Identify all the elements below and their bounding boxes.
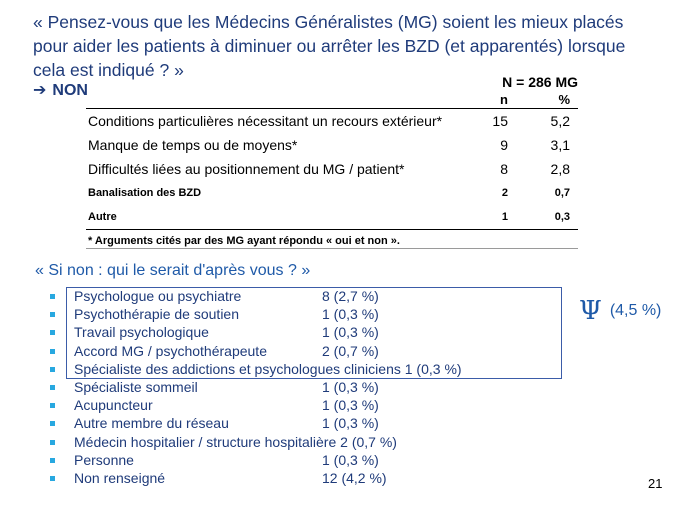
question-text: « Pensez-vous que les Médecins Généralistes (MG) soient les mieux placés pour aider les patients à diminuer ou arrêter les BZD (et apparentés) lorsque cela est indiqué ? » xyxy=(33,12,626,80)
list-item-label: Psychologue ou psychiatre xyxy=(74,288,242,304)
list-item-value: 1 (0,3 %) xyxy=(322,415,379,432)
pct-cell: 2,8 xyxy=(550,161,570,177)
pct-cell: 5,2 xyxy=(550,113,570,129)
answer-text: NON xyxy=(52,82,88,99)
square-bullet-icon xyxy=(50,440,55,445)
list-item xyxy=(50,451,462,469)
list-item xyxy=(50,469,462,487)
square-bullet-icon xyxy=(50,476,55,481)
square-bullet-icon xyxy=(50,330,55,335)
psi-summary xyxy=(579,296,661,326)
pct-cell: 3,1 xyxy=(550,137,570,153)
list-item-value: 1 (0,3 %) xyxy=(322,324,379,341)
square-bullet-icon xyxy=(50,403,55,408)
list-item-value: 1 (0,3 %) xyxy=(322,306,379,323)
subquestion-text: « Si non : qui le serait d'après vous ? » xyxy=(35,262,311,279)
table-row xyxy=(86,109,578,134)
square-bullet-icon xyxy=(50,349,55,354)
pct-cell: 0,7 xyxy=(554,187,570,199)
list-item-value: 12 (4,2 %) xyxy=(322,469,387,486)
page-number: 21 xyxy=(648,476,663,491)
reason-cell: Banalisation des BZD xyxy=(88,187,202,199)
arrow-right-icon: ➔ xyxy=(33,82,47,99)
table-row xyxy=(86,157,578,181)
square-bullet-icon xyxy=(50,458,55,463)
n-cell: 2 xyxy=(501,187,508,199)
n-cell: 15 xyxy=(492,113,508,129)
pct-cell: 0,3 xyxy=(530,205,578,230)
square-bullet-icon xyxy=(50,421,55,426)
list-item-label: Accord MG / psychothérapeute xyxy=(74,342,267,359)
list-item-value: 1 (0,3 %) xyxy=(322,397,379,414)
psi-percentage: (4,5 %) xyxy=(609,302,662,319)
reason-cell: Manque de temps ou de moyens* xyxy=(88,137,298,153)
column-pct-header: % xyxy=(530,90,578,109)
list-item-value: 1 (0,3 %) xyxy=(322,378,379,395)
list-item-value: 2 (0,7 %) xyxy=(322,342,379,359)
list-item-label: Travail psychologique xyxy=(74,324,209,341)
n-cell: 8 xyxy=(500,161,508,177)
table-row xyxy=(86,133,578,157)
list-item-value: 2 (0,7 %) xyxy=(340,433,397,450)
n-cell: 9 xyxy=(500,137,508,153)
reason-cell: Conditions particulières nécessitant un recours extérieur* xyxy=(88,113,443,129)
psi-symbol-icon: Ψ xyxy=(579,296,602,326)
sample-size: N = 286 MG xyxy=(502,74,578,90)
list-item-value: 8 (2,7 %) xyxy=(322,288,379,304)
n-cell: 1 xyxy=(468,205,530,230)
list-item-label: Autre membre du réseau xyxy=(74,415,229,432)
list-item-label: Spécialiste sommeil xyxy=(74,378,198,395)
list-item-label: Médecin hospitalier / structure hospitalière xyxy=(74,433,337,450)
list-item xyxy=(50,396,462,414)
header-spacer xyxy=(86,90,468,109)
list-item-label: Spécialiste des addictions et psychologues cliniciens xyxy=(74,360,401,377)
list-item-label: Acupuncteur xyxy=(74,397,153,414)
square-bullet-icon xyxy=(50,294,55,299)
list-item xyxy=(50,378,462,396)
table-row xyxy=(86,205,578,230)
list-item-label: Psychothérapie de soutien xyxy=(74,306,239,323)
square-bullet-icon xyxy=(50,367,55,372)
list-item-value: 1 (0,3 %) xyxy=(322,451,379,468)
column-n-header: n xyxy=(468,90,530,109)
square-bullet-icon xyxy=(50,312,55,317)
answer-label xyxy=(33,80,88,100)
list-item-value: 1 (0,3 %) xyxy=(404,360,462,377)
reasons-table xyxy=(86,74,578,249)
reason-cell: Difficultés liées au positionnement du MG / patient* xyxy=(88,161,405,177)
table-footnote: * Arguments cités par des MG ayant répondu « oui et non ». xyxy=(86,230,578,249)
list-item xyxy=(50,414,462,432)
list-item xyxy=(50,433,462,451)
table-row xyxy=(86,181,578,205)
list-item-label: Non renseigné xyxy=(74,469,166,486)
list-item-label: Personne xyxy=(74,451,134,468)
reason-cell: Autre xyxy=(86,205,468,230)
square-bullet-icon xyxy=(50,385,55,390)
psy-group-highlight-box xyxy=(66,287,562,379)
